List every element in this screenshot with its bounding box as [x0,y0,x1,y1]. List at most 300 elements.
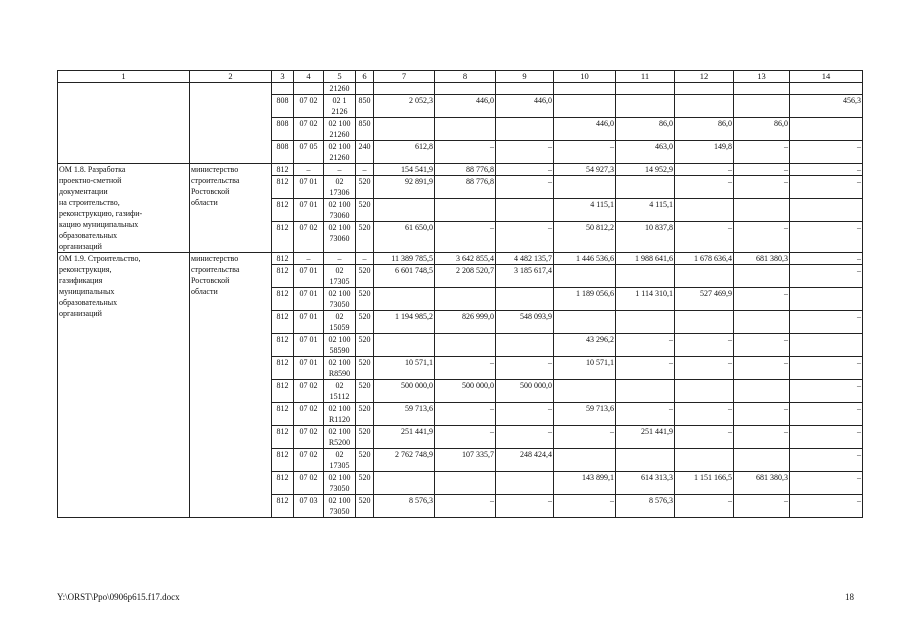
cell-c12: – [675,164,734,176]
cell-c6: 520 [356,176,374,199]
cell-c4: 07 01 [294,334,324,357]
cell-c10 [554,311,616,334]
cell-c8: – [435,495,496,518]
cell-c7: 2 762 748,9 [374,449,435,472]
text-line: организаций [59,309,102,318]
cell-c7 [374,288,435,311]
cell-c11 [616,311,675,334]
cell-c13 [734,83,790,95]
cell-c7: 251 441,9 [374,426,435,449]
cell-c8 [435,288,496,311]
cell-c11: 10 837,8 [616,222,675,253]
header-cell: 14 [790,71,863,83]
kbk-part: 02 100 [328,496,351,505]
cell-c4: – [294,253,324,265]
cell-c13 [734,199,790,222]
cell-c14: – [790,265,863,288]
kbk-part: 02 100 [328,119,351,128]
page-number: 18 [845,592,854,602]
cell-c13: 681 380,3 [734,253,790,265]
header-cell: 10 [554,71,616,83]
cell-c11 [616,265,675,288]
kbk-part: 73060 [329,234,350,243]
kbk-part: – [337,165,342,174]
cell-c8: 826 999,0 [435,311,496,334]
cell-c3: 812 [272,265,294,288]
cell-c11 [616,176,675,199]
cell-c9: – [496,176,554,199]
header-cell: 4 [294,71,324,83]
cell-c7: 2 052,3 [374,95,435,118]
kbk-part: 17305 [329,461,350,470]
cell-c12: 149,8 [675,141,734,164]
header-cell: 8 [435,71,496,83]
kbk-part: 02 [335,450,344,459]
cell-c9: – [496,403,554,426]
header-cell: 3 [272,71,294,83]
cell-c5 [324,222,356,253]
cell-c11: 1 988 641,6 [616,253,675,265]
cell-c13 [734,380,790,403]
cell-c3: 812 [272,222,294,253]
text-line: Ростовской [191,187,230,196]
kbk-part: 02 [335,177,344,186]
header-cell: 11 [616,71,675,83]
cell-c10: 54 927,3 [554,164,616,176]
cell-c8: 3 642 855,4 [435,253,496,265]
header-cell: 9 [496,71,554,83]
cell-c7: 11 389 785,5 [374,253,435,265]
cell-c12: 1 151 166,5 [675,472,734,495]
kbk-part: 15112 [329,392,350,401]
cell-c6: 520 [356,449,374,472]
cell-c14: – [790,176,863,199]
cell-c4: 07 03 [294,495,324,518]
cell-c5 [324,334,356,357]
cell-c12: – [675,357,734,380]
om18-name [58,164,190,253]
cell-c7 [374,334,435,357]
cell-c6: 520 [356,472,374,495]
cell-c13: 86,0 [734,118,790,141]
cell-c7 [374,199,435,222]
cell-c6: 240 [356,141,374,164]
kbk-part: R1120 [328,415,351,424]
cell-c11: 1 114 310,1 [616,288,675,311]
cell-c12: – [675,222,734,253]
cell-c12: – [675,403,734,426]
cell-c3: 812 [272,176,294,199]
cell-c10 [554,176,616,199]
kbk-part: 21260 [329,84,350,93]
cell-c4: 07 02 [294,472,324,495]
cell-c13 [734,95,790,118]
cell-c6: – [356,253,374,265]
cell-c9: 3 185 617,4 [496,265,554,288]
header-row [58,71,863,83]
cell-c4: 07 01 [294,311,324,334]
cell-c3: 812 [272,311,294,334]
cell-c3: 812 [272,288,294,311]
cell-c7: 154 541,9 [374,164,435,176]
kbk-part: 02 100 [328,289,351,298]
cell-c10: 10 571,1 [554,357,616,380]
cell-c9 [496,288,554,311]
kbk-part: 73060 [329,211,350,220]
kbk-part: 02 [335,266,344,275]
cell-c6: – [356,164,374,176]
cell-c10: – [554,495,616,518]
cell-c12 [675,95,734,118]
cell-c11 [616,380,675,403]
text-line: Ростовской [191,276,230,285]
cell-c14: – [790,426,863,449]
cell-c13: – [734,164,790,176]
cell-c9: 500 000,0 [496,380,554,403]
cell-c10 [554,83,616,95]
cell-c5 [324,288,356,311]
cell-c6: 520 [356,311,374,334]
cell-c6: 520 [356,403,374,426]
kbk-part: 02 100 [328,404,351,413]
cell-c6: 520 [356,426,374,449]
cell-c5 [324,472,356,495]
kbk-part: 02 100 [328,335,351,344]
cell-c6: 520 [356,380,374,403]
header-cell: 5 [324,71,356,83]
header-cell: 2 [190,71,272,83]
cell-c8: 88 776,8 [435,176,496,199]
text-line: министерство [191,165,239,174]
cell-c12: – [675,176,734,199]
cell-c8: 88 776,8 [435,164,496,176]
cell-c10 [554,95,616,118]
kbk-part: – [337,254,342,263]
text-line: министерство [191,254,239,263]
cell-c7: 6 601 748,5 [374,265,435,288]
cell-c7: 61 650,0 [374,222,435,253]
cell-c9 [496,472,554,495]
text-line: области [191,198,218,207]
kbk-part: R5200 [328,438,351,447]
cell-c5 [324,403,356,426]
kbk-part: 02 [335,312,344,321]
cell-c12 [675,311,734,334]
cell-c4: 07 02 [294,222,324,253]
cell-c9: – [496,426,554,449]
cell-c8: 2 208 520,7 [435,265,496,288]
text-line: муниципальных [59,287,115,296]
cell-c6 [356,83,374,95]
om19-name [58,253,190,518]
cell-c6: 520 [356,288,374,311]
cell-c3: 812 [272,164,294,176]
cell-c4: 07 02 [294,403,324,426]
kbk-part: 15059 [329,323,350,332]
cell-c10 [554,265,616,288]
cell-c6: 520 [356,357,374,380]
header-cell: 7 [374,71,435,83]
cell-c10: 43 296,2 [554,334,616,357]
cell-c11: 251 441,9 [616,426,675,449]
text-line: реконструкция, [59,265,112,274]
table-row [58,83,863,95]
cell-c13: – [734,288,790,311]
cell-c5 [324,380,356,403]
text-line: организаций [59,242,102,251]
cell-c14 [790,334,863,357]
cell-c8 [435,334,496,357]
cell-c3: 812 [272,334,294,357]
cell-c10: – [554,426,616,449]
cell-c14: – [790,380,863,403]
cell-c7 [374,118,435,141]
cell-c3: 812 [272,449,294,472]
cell-c10: 1 446 536,6 [554,253,616,265]
cell-c3: 812 [272,495,294,518]
cell-c12 [675,83,734,95]
cell-c6: 520 [356,265,374,288]
cell-c8: – [435,222,496,253]
table-row [58,253,863,265]
cell-c13: – [734,495,790,518]
cell-c13: – [734,176,790,199]
cell-c10: 1 189 056,6 [554,288,616,311]
cell-c3: 812 [272,199,294,222]
cell-c4: 07 02 [294,426,324,449]
cell-c10: – [554,141,616,164]
cell-c13: – [734,357,790,380]
cell-c14: – [790,449,863,472]
cell-c12 [675,265,734,288]
footer-file-path: Y:\ORST\Ppo\0906p615.f17.docx [57,592,180,602]
cell-c6: 520 [356,495,374,518]
cell-c14: – [790,495,863,518]
cell-c7: 92 891,9 [374,176,435,199]
cell-c7: 612,8 [374,141,435,164]
cell-c14 [790,118,863,141]
cell-c9: – [496,164,554,176]
cell-c3: 808 [272,95,294,118]
kbk-part: 58590 [329,346,350,355]
cell-c9: 548 093,9 [496,311,554,334]
kbk-part: 21260 [329,153,350,162]
cell-c12: – [675,495,734,518]
cell-c3: 812 [272,426,294,449]
cell-c7: 10 571,1 [374,357,435,380]
cell-c6: 520 [356,334,374,357]
cell-c7: 59 713,6 [374,403,435,426]
cell-c4: 07 01 [294,288,324,311]
budget-table [57,70,863,518]
cell-c5 [324,176,356,199]
cell-c8: 107 335,7 [435,449,496,472]
header-cell: 12 [675,71,734,83]
kbk-part: 02 100 [328,200,351,209]
cell-c12 [675,380,734,403]
cell-c4: 07 01 [294,199,324,222]
text-line: кацию муниципальных [59,220,139,229]
text-line: реконструкцию, газифи- [59,209,143,218]
cell-c11: 463,0 [616,141,675,164]
kbk-part: R8590 [328,369,351,378]
cell-c9: – [496,222,554,253]
text-line: строительства [191,265,240,274]
kbk-part: 02 100 [328,223,351,232]
cell-c12: 86,0 [675,118,734,141]
kbk-part: 02 100 [328,142,351,151]
cell-c3: 812 [272,253,294,265]
text-line: на строительство, [59,198,120,207]
cell-c14: – [790,357,863,380]
kbk-part: 02 100 [328,473,351,482]
cell-c5 [324,426,356,449]
cell-c9 [496,199,554,222]
cell-c9: – [496,357,554,380]
cell-c6: 520 [356,199,374,222]
kbk-part: 73050 [329,300,350,309]
cell-c11 [616,449,675,472]
cell-c14: – [790,222,863,253]
cell-c13 [734,265,790,288]
cell-c4: – [294,164,324,176]
cell-c8: 500 000,0 [435,380,496,403]
cell-c3 [272,83,294,95]
cell-c9 [496,83,554,95]
cell-c9: – [496,495,554,518]
cell-c6: 850 [356,118,374,141]
executor-cont [190,83,272,164]
text-line: проектно-сметной [59,176,122,185]
cell-c12: – [675,426,734,449]
om18-executor [190,164,272,253]
cell-c7: 8 576,3 [374,495,435,518]
cell-c10: 446,0 [554,118,616,141]
cell-c5 [324,95,356,118]
text-line: области [191,287,218,296]
cell-c14 [790,199,863,222]
cell-c8: 446,0 [435,95,496,118]
cell-c10: 59 713,6 [554,403,616,426]
measure-name-cont [58,83,190,164]
cell-c4: 07 02 [294,449,324,472]
cell-c5 [324,141,356,164]
cell-c11: 4 115,1 [616,199,675,222]
cell-c6: 850 [356,95,374,118]
cell-c3: 812 [272,472,294,495]
cell-c4: 07 02 [294,118,324,141]
cell-c5 [324,311,356,334]
cell-c9: 248 424,4 [496,449,554,472]
cell-c13 [734,449,790,472]
cell-c14: – [790,164,863,176]
cell-c7: 1 194 985,2 [374,311,435,334]
cell-c10: 4 115,1 [554,199,616,222]
cell-c11: – [616,357,675,380]
kbk-part: 21260 [329,130,350,139]
kbk-part: 02 100 [328,427,351,436]
cell-c4: 07 01 [294,265,324,288]
cell-c5 [324,164,356,176]
cell-c11 [616,83,675,95]
cell-c11: 14 952,9 [616,164,675,176]
cell-c8: – [435,357,496,380]
text-line: ОМ 1.9. Строительство, [59,254,141,263]
cell-c11: – [616,334,675,357]
cell-c3: 808 [272,141,294,164]
text-line: образовательных [59,298,118,307]
cell-c11: – [616,403,675,426]
cell-c13: – [734,222,790,253]
cell-c8 [435,83,496,95]
kbk-part: 02 100 [328,358,351,367]
cell-c13: – [734,403,790,426]
cell-c14 [790,288,863,311]
cell-c7: 500 000,0 [374,380,435,403]
cell-c4: 07 01 [294,176,324,199]
cell-c13: 681 380,3 [734,472,790,495]
cell-c5 [324,495,356,518]
kbk-part: 73050 [329,507,350,516]
cell-c14: – [790,253,863,265]
cell-c9: – [496,141,554,164]
header-cell: 1 [58,71,190,83]
cell-c7 [374,472,435,495]
cell-c10 [554,449,616,472]
cell-c4: 07 05 [294,141,324,164]
cell-c13 [734,311,790,334]
cell-c8: – [435,141,496,164]
cell-c14 [790,83,863,95]
cell-c5 [324,265,356,288]
kbk-part: 17306 [329,188,350,197]
cell-c8: – [435,426,496,449]
text-line: ОМ 1.8. Разработка [59,165,126,174]
cell-c5 [324,449,356,472]
kbk-part: 2126 [331,107,348,116]
cell-c11: 8 576,3 [616,495,675,518]
cell-c5 [324,83,356,95]
cell-c10 [554,380,616,403]
cell-c12: 527 469,9 [675,288,734,311]
text-line: строительства [191,176,240,185]
text-line: газификация [59,276,103,285]
cell-c13: – [734,141,790,164]
cell-c3: 808 [272,118,294,141]
cell-c7 [374,83,435,95]
kbk-part: 17305 [329,277,350,286]
header-cell: 13 [734,71,790,83]
cell-c14: – [790,403,863,426]
table-row [58,164,863,176]
kbk-part: 02 1 [332,96,347,105]
cell-c12: 1 678 636,4 [675,253,734,265]
cell-c9 [496,334,554,357]
cell-c11 [616,95,675,118]
cell-c3: 812 [272,380,294,403]
cell-c13: – [734,426,790,449]
om19-executor [190,253,272,518]
cell-c5 [324,199,356,222]
cell-c14: – [790,311,863,334]
text-line: документации [59,187,108,196]
cell-c11: 614 313,3 [616,472,675,495]
cell-c5 [324,118,356,141]
cell-c5 [324,357,356,380]
cell-c10: 50 812,2 [554,222,616,253]
cell-c4: 07 01 [294,357,324,380]
cell-c14: – [790,472,863,495]
